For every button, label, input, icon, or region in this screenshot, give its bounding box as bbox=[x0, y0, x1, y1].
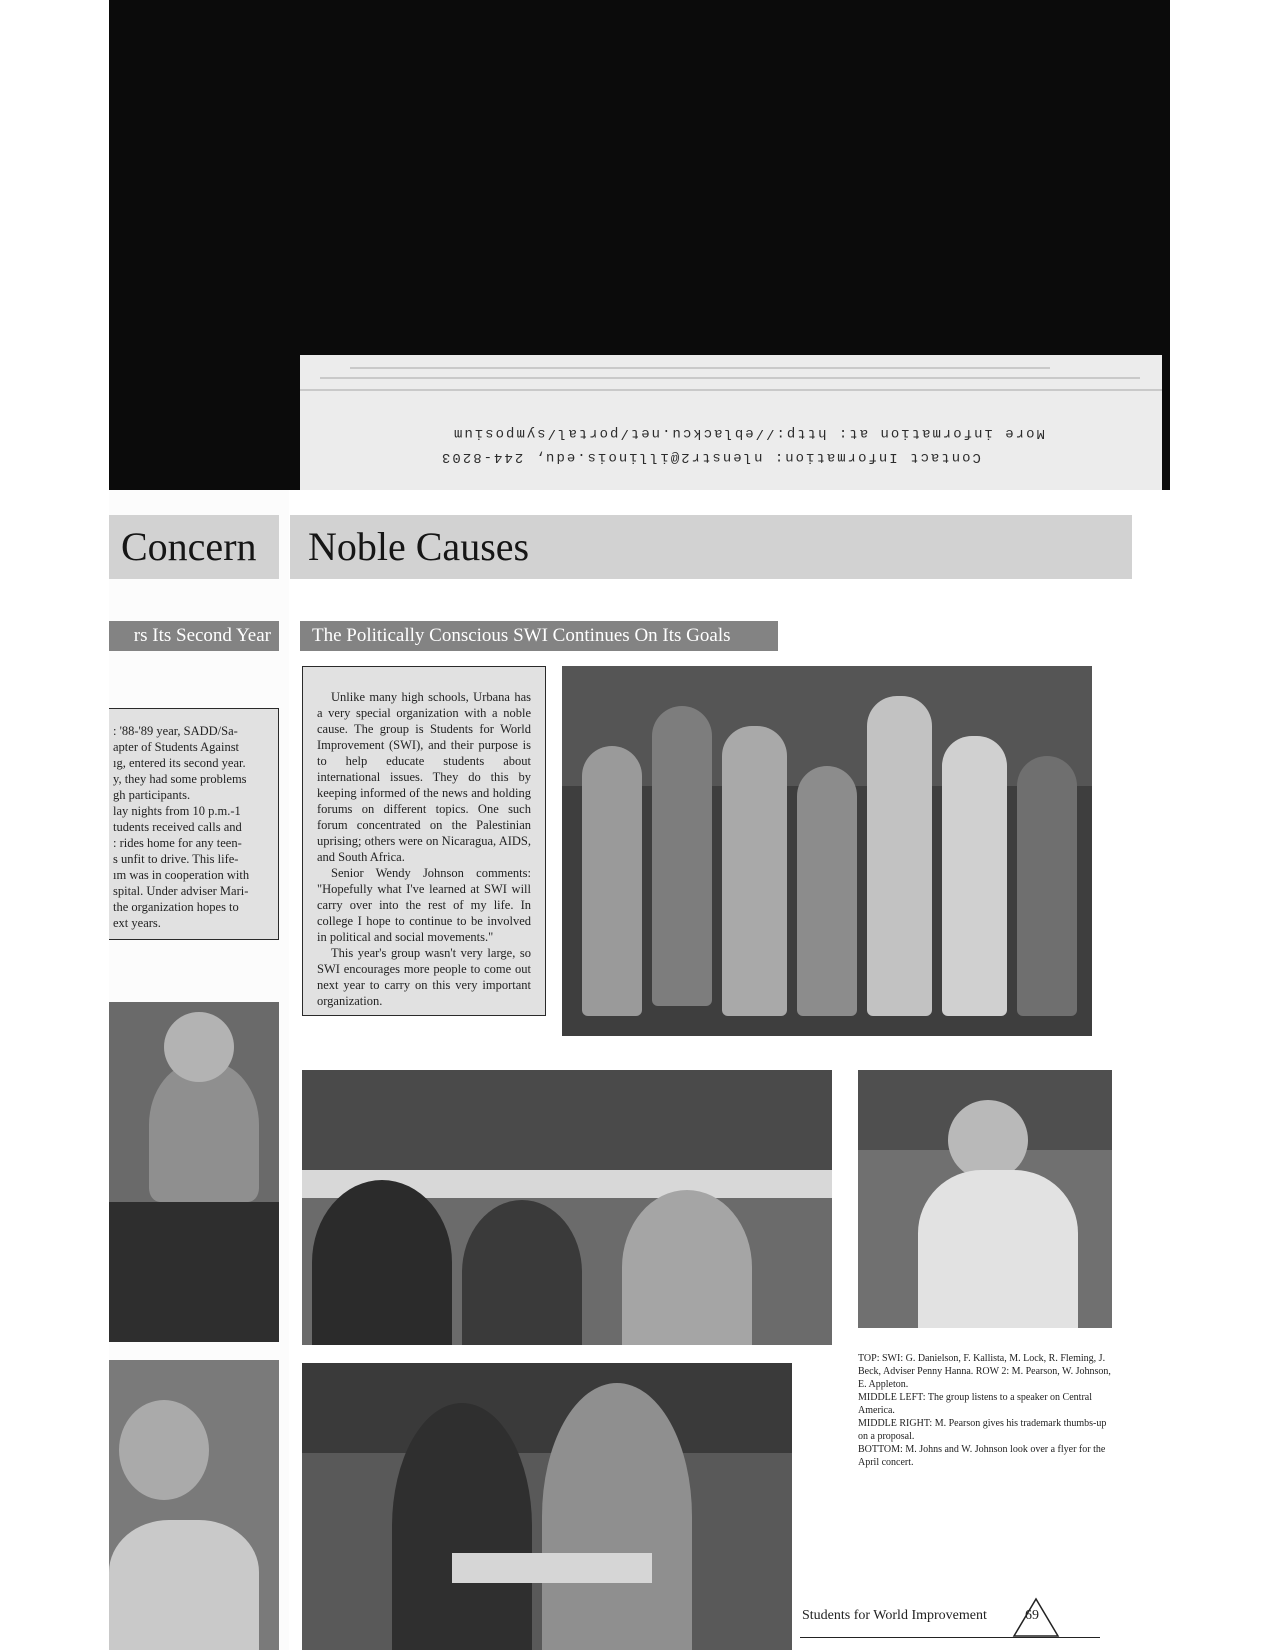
story-paragraph: Unlike many high schools, Urbana has a very special organization with a noble cause. The group is Students for World Improvement (SWI), and their purpose is to help educate students about international issues. They do this by keeping informed of the news and holding forums on different topics. One such forum concentrated on the Palestinian uprising; others were on Nicaragua, AIDS, and South Africa. bbox=[317, 690, 531, 864]
left-story-box bbox=[109, 708, 279, 940]
left-story-line: : '88-'89 year, SADD/Sa- bbox=[113, 724, 238, 738]
upside-down-info-line: Contact Information: nlenstr2@illinois.edu, 244-8203 bbox=[440, 449, 981, 465]
right-page bbox=[290, 490, 1132, 1650]
left-story-line: ım was in cooperation with bbox=[113, 868, 250, 882]
left-story-line: spital. Under adviser Mari- bbox=[113, 884, 249, 898]
left-story-line: ıg, entered its second year. bbox=[113, 756, 246, 770]
left-story-line: lay nights from 10 p.m.-1 bbox=[113, 804, 241, 818]
left-story-line: the organization hopes to bbox=[113, 900, 239, 914]
photo-thumbs-up bbox=[858, 1070, 1112, 1328]
right-banner-title: Noble Causes bbox=[308, 524, 530, 569]
caption-line: MIDDLE RIGHT: M. Pearson gives his trademark thumbs-up on a proposal. bbox=[858, 1418, 1107, 1442]
photo-captions bbox=[858, 1352, 1112, 1469]
footer-section-title: Students for World Improvement bbox=[802, 1608, 987, 1623]
photo-swi-group bbox=[562, 666, 1092, 1036]
page-footer bbox=[800, 1597, 1100, 1638]
left-story-line: apter of Students Against bbox=[113, 740, 240, 754]
folded-paper-stack bbox=[300, 355, 1162, 490]
left-story-line: gh participants. bbox=[113, 788, 191, 802]
story-paragraph: Senior Wendy Johnson comments: "Hopefully what I've learned at SWI will carry over into the rest of my life. In college I hope to continue to be involved in political and social movements." bbox=[317, 866, 531, 944]
caption-line: TOP: SWI: G. Danielson, F. Kallista, M. Lock, R. Fleming, J. Beck, Adviser Penny Hanna. ROW 2: M. Pearson, W. Johnson, E. Appleton. bbox=[858, 1353, 1111, 1390]
page-number: 69 bbox=[1025, 1608, 1039, 1623]
photo-adviser-speaking bbox=[109, 1002, 279, 1342]
caption-line: MIDDLE LEFT: The group listens to a speaker on Central America. bbox=[858, 1392, 1092, 1416]
caption-line: BOTTOM: M. Johns and W. Johnson look over a flyer for the April concert. bbox=[858, 1444, 1106, 1468]
left-subtitle: rs Its Second Year bbox=[133, 625, 271, 646]
left-story-line: tudents received calls and bbox=[113, 820, 242, 834]
left-subtitle-bar bbox=[109, 621, 279, 651]
photo-looking-at-flyer bbox=[302, 1363, 792, 1650]
main-story-box bbox=[302, 666, 546, 1016]
left-story-line: : rides home for any teen- bbox=[113, 836, 242, 850]
upside-down-contact-line: More information at: http://eblackcu.net/portal/symposium bbox=[452, 425, 1045, 441]
story-paragraph: This year's group wasn't very large, so SWI encourages more people to come out next year to carry on this very important organization. bbox=[317, 946, 531, 1008]
photo-group-listening bbox=[302, 1070, 832, 1345]
left-story-line: s unfit to drive. This life- bbox=[113, 852, 239, 866]
right-subtitle: The Politically Conscious SWI Continues On Its Goals bbox=[312, 625, 731, 646]
left-banner bbox=[109, 515, 279, 579]
right-subtitle-bar bbox=[300, 621, 778, 651]
left-banner-title: Concern bbox=[121, 524, 257, 569]
right-banner bbox=[290, 515, 1132, 579]
left-story-line: ext years. bbox=[113, 916, 161, 930]
left-page bbox=[109, 490, 289, 1650]
left-story-line: y, they had some problems bbox=[113, 772, 247, 786]
photo-student-portrait bbox=[109, 1360, 279, 1650]
